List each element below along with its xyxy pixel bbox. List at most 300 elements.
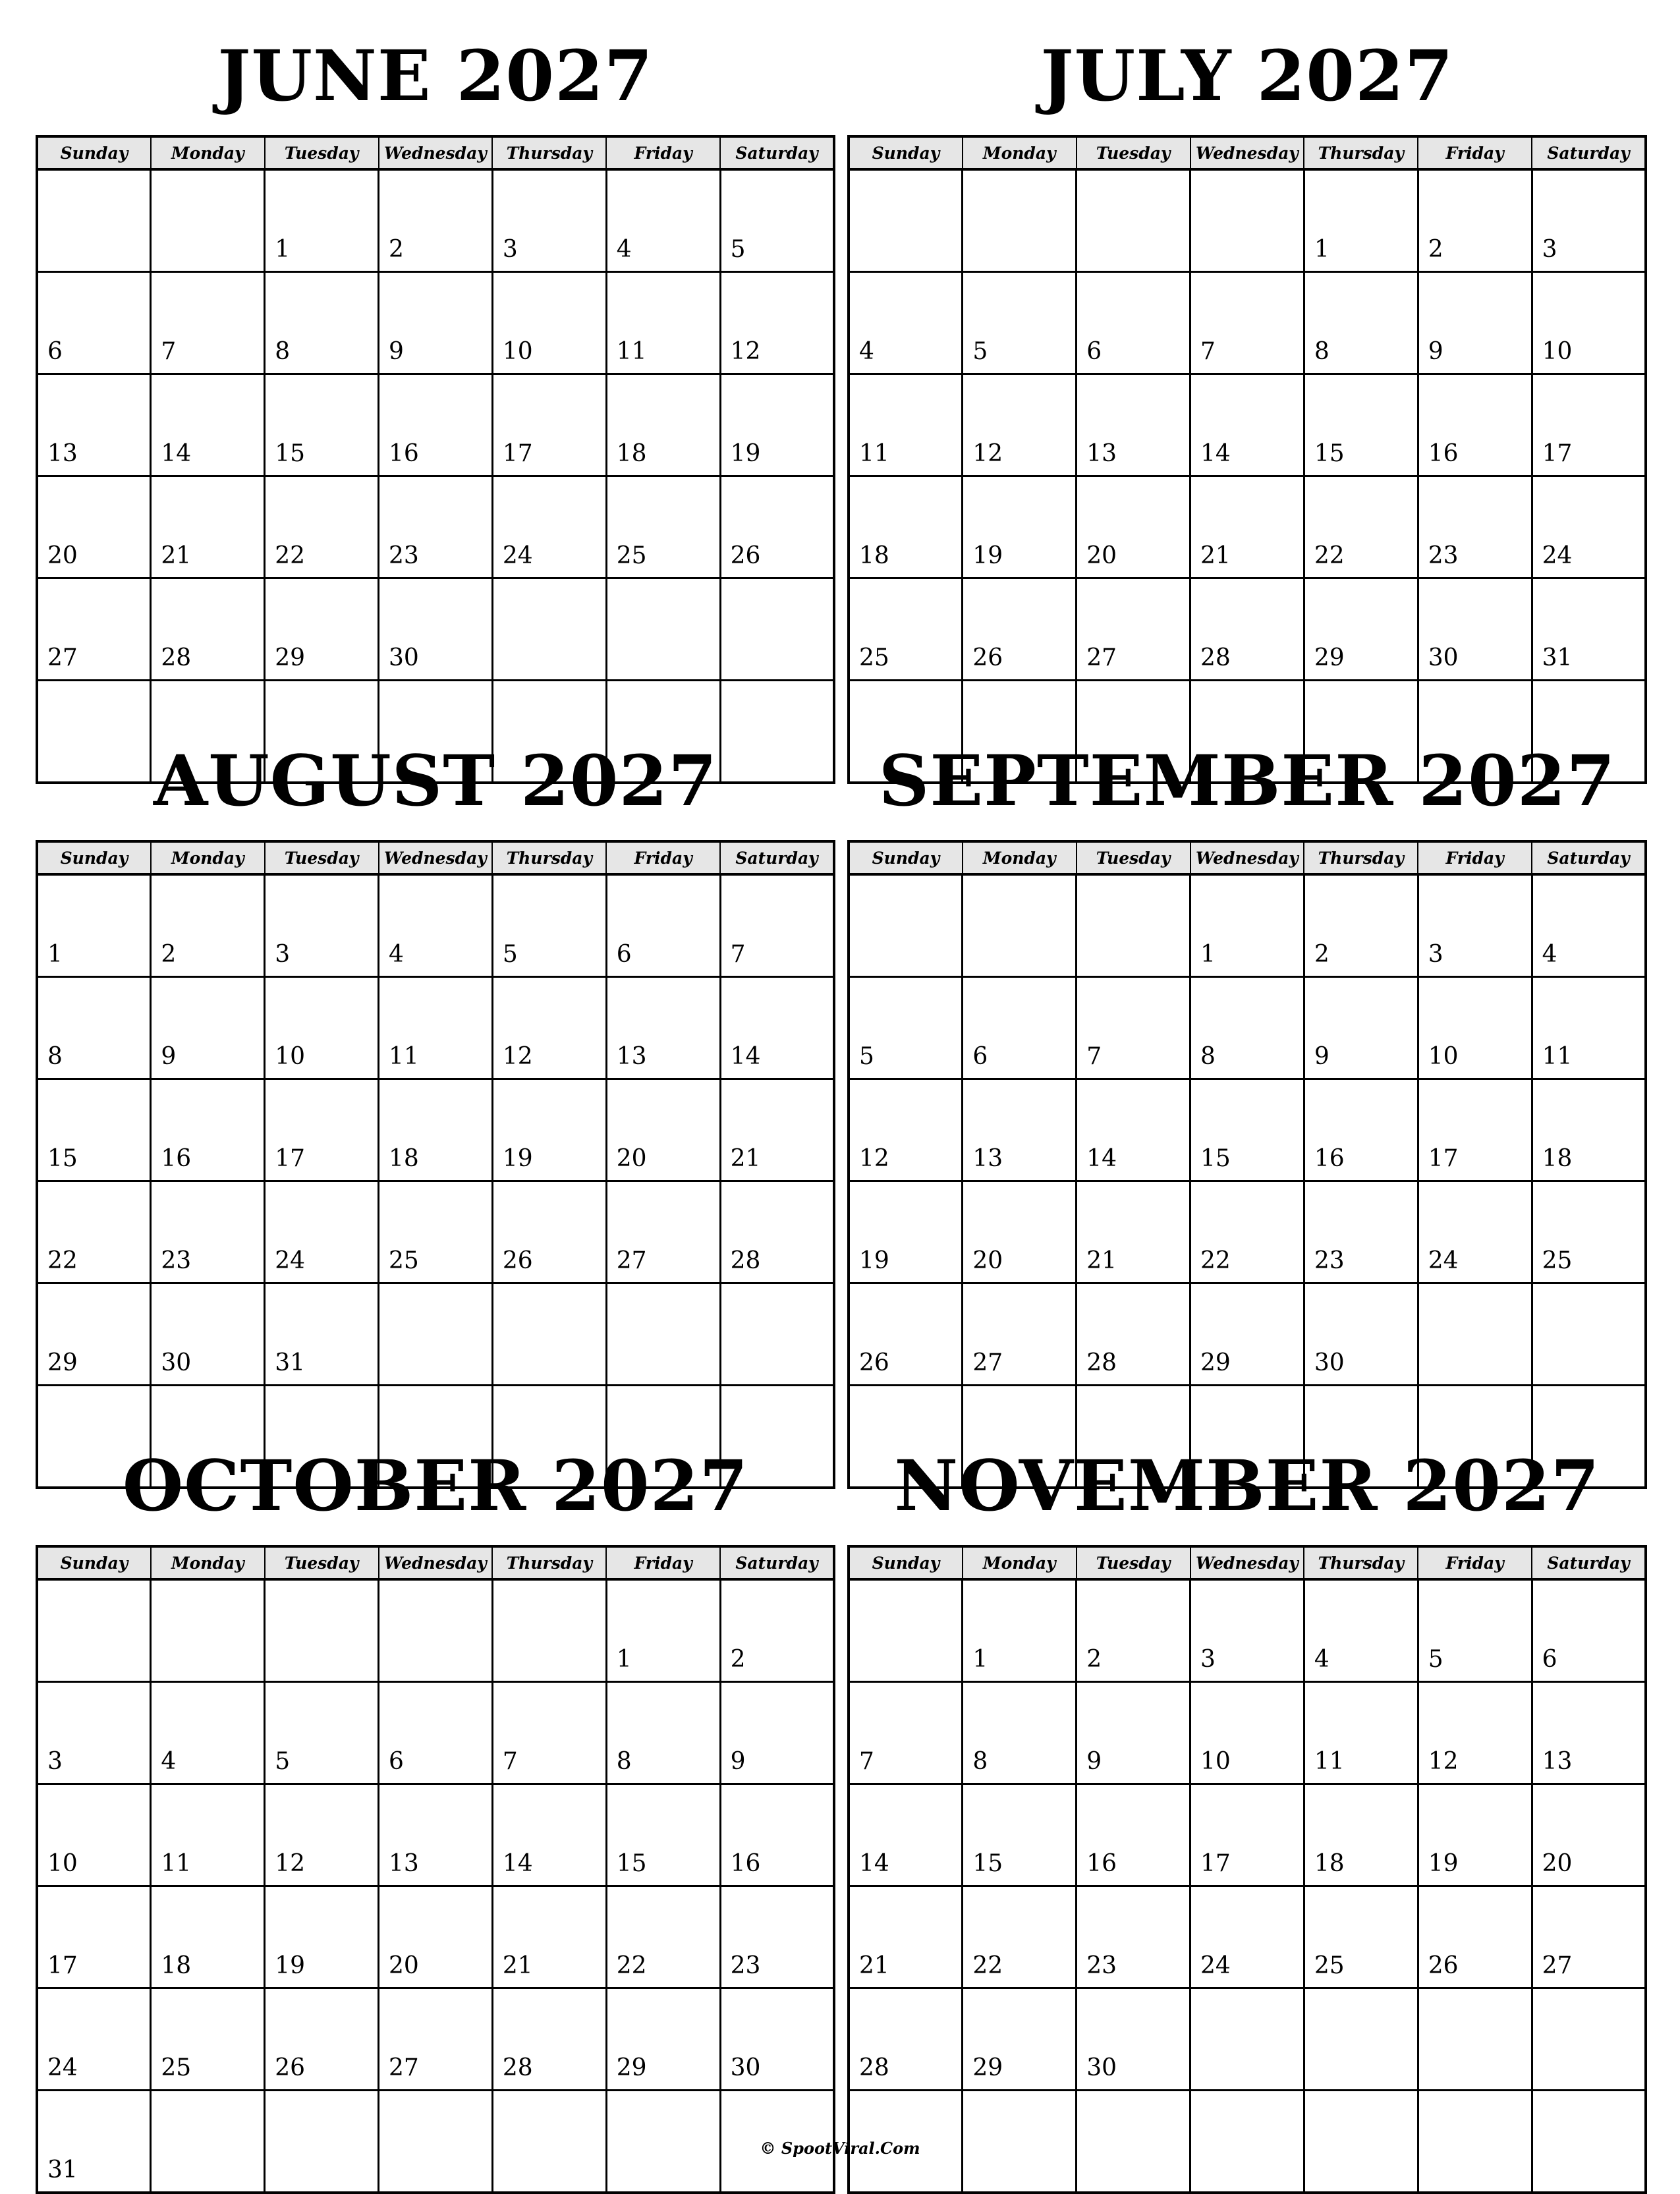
- weekday-header: Friday: [1418, 1546, 1532, 1579]
- day-cell: 17: [1418, 1079, 1532, 1181]
- day-cell: [849, 169, 963, 272]
- day-cell: 15: [1304, 374, 1418, 476]
- weekday-header: Sunday: [849, 1546, 963, 1579]
- day-cell: 4: [151, 1682, 265, 1784]
- day-cell: 27: [37, 578, 151, 681]
- day-cell: 11: [151, 1784, 265, 1886]
- week-row: [37, 578, 834, 681]
- weekday-header: Wednesday: [379, 841, 493, 874]
- day-cell: [492, 1579, 606, 1682]
- week-row: [849, 476, 1646, 578]
- day-cell: 27: [606, 1181, 720, 1283]
- day-cell: 30: [379, 578, 493, 681]
- weekday-header: Monday: [151, 841, 265, 874]
- week-row: [37, 1988, 834, 2091]
- day-cell: 16: [1418, 374, 1532, 476]
- day-cell: 24: [37, 1988, 151, 2091]
- day-cell: 6: [1532, 1579, 1646, 1682]
- day-cell: 3: [1418, 874, 1532, 977]
- week-row: [37, 1079, 834, 1181]
- day-cell: 5: [849, 977, 963, 1079]
- day-cell: 21: [492, 1886, 606, 1988]
- month-september: [847, 721, 1647, 1489]
- month-title: JULY 2027: [1040, 34, 1454, 117]
- week-row: [37, 374, 834, 476]
- day-cell: [151, 1579, 265, 1682]
- week-row: [37, 977, 834, 1079]
- day-cell: 15: [37, 1079, 151, 1181]
- weekday-header: Wednesday: [1190, 841, 1304, 874]
- weekday-header: Tuesday: [1077, 1546, 1190, 1579]
- weekday-header: Saturday: [720, 1546, 834, 1579]
- day-cell: 23: [720, 1886, 834, 1988]
- day-cell: 12: [492, 977, 606, 1079]
- month-july: [847, 16, 1647, 784]
- day-cell: [1418, 1283, 1532, 1386]
- day-cell: 4: [379, 874, 493, 977]
- day-cell: 18: [849, 476, 963, 578]
- day-cell: 24: [265, 1181, 379, 1283]
- day-cell: 1: [963, 1579, 1077, 1682]
- weekday-header: Monday: [963, 841, 1077, 874]
- day-cell: 18: [606, 374, 720, 476]
- day-cell: 13: [37, 374, 151, 476]
- week-row: [849, 1988, 1646, 2091]
- day-cell: [1077, 169, 1190, 272]
- day-cell: 23: [379, 476, 493, 578]
- day-cell: 23: [151, 1181, 265, 1283]
- day-cell: 18: [379, 1079, 493, 1181]
- day-cell: 17: [1190, 1784, 1304, 1886]
- week-row: [849, 1079, 1646, 1181]
- month-title: SEPTEMBER 2027: [878, 739, 1616, 822]
- day-cell: 16: [1304, 1079, 1418, 1181]
- day-cell: 10: [1532, 272, 1646, 374]
- weekday-header: Tuesday: [1077, 136, 1190, 169]
- week-row: [849, 1181, 1646, 1283]
- day-cell: 26: [1418, 1886, 1532, 1988]
- weekday-header: Tuesday: [265, 136, 379, 169]
- day-cell: [379, 1579, 493, 1682]
- day-cell: 28: [151, 578, 265, 681]
- day-cell: [606, 578, 720, 681]
- day-cell: 1: [606, 1579, 720, 1682]
- day-cell: 5: [492, 874, 606, 977]
- day-cell: 10: [1190, 1682, 1304, 1784]
- weekday-header: Wednesday: [1190, 1546, 1304, 1579]
- week-row: [37, 169, 834, 272]
- day-cell: [492, 1283, 606, 1386]
- calendar-grid: [847, 135, 1647, 784]
- day-cell: 24: [492, 476, 606, 578]
- weekday-header: Saturday: [720, 841, 834, 874]
- weekday-header: Saturday: [720, 136, 834, 169]
- day-cell: 30: [720, 1988, 834, 2091]
- day-cell: 18: [1304, 1784, 1418, 1886]
- day-cell: 26: [492, 1181, 606, 1283]
- day-cell: 20: [37, 476, 151, 578]
- day-cell: 5: [1418, 1579, 1532, 1682]
- weekday-header: Wednesday: [379, 1546, 493, 1579]
- calendar-grid: [36, 1545, 835, 2194]
- day-cell: 2: [379, 169, 493, 272]
- weekday-header: Thursday: [492, 136, 606, 169]
- day-cell: 17: [37, 1886, 151, 1988]
- day-cell: 12: [963, 374, 1077, 476]
- day-cell: 23: [1418, 476, 1532, 578]
- day-cell: 10: [265, 977, 379, 1079]
- day-cell: [1077, 874, 1190, 977]
- weekday-header: Friday: [606, 136, 720, 169]
- weekday-header: Wednesday: [379, 136, 493, 169]
- day-cell: 26: [849, 1283, 963, 1386]
- day-cell: 21: [1190, 476, 1304, 578]
- day-cell: 7: [492, 1682, 606, 1784]
- day-cell: [492, 578, 606, 681]
- day-cell: 16: [1077, 1784, 1190, 1886]
- weekday-header: Saturday: [1532, 136, 1646, 169]
- day-cell: 24: [1532, 476, 1646, 578]
- day-cell: 22: [1304, 476, 1418, 578]
- day-cell: 5: [265, 1682, 379, 1784]
- weekday-header: Sunday: [849, 841, 963, 874]
- weekday-header-row: [37, 841, 834, 874]
- day-cell: 20: [1077, 476, 1190, 578]
- day-cell: 28: [1077, 1283, 1190, 1386]
- weekday-header: Monday: [151, 1546, 265, 1579]
- day-cell: [1418, 1988, 1532, 2091]
- day-cell: 25: [379, 1181, 493, 1283]
- day-cell: 26: [265, 1988, 379, 2091]
- calendar-grid: [36, 840, 835, 1489]
- day-cell: 7: [849, 1682, 963, 1784]
- weekday-header: Friday: [606, 1546, 720, 1579]
- day-cell: [963, 169, 1077, 272]
- day-cell: 15: [1190, 1079, 1304, 1181]
- weekday-header: Sunday: [849, 136, 963, 169]
- day-cell: 30: [1077, 1988, 1190, 2091]
- day-cell: 27: [963, 1283, 1077, 1386]
- weekday-header-row: [849, 136, 1646, 169]
- day-cell: 6: [963, 977, 1077, 1079]
- weekday-header: Monday: [963, 136, 1077, 169]
- day-cell: [1532, 1283, 1646, 1386]
- day-cell: 7: [1190, 272, 1304, 374]
- day-cell: 7: [1077, 977, 1190, 1079]
- day-cell: 1: [37, 874, 151, 977]
- day-cell: 20: [606, 1079, 720, 1181]
- day-cell: 4: [1532, 874, 1646, 977]
- day-cell: 22: [606, 1886, 720, 1988]
- weekday-header: Thursday: [492, 841, 606, 874]
- day-cell: 13: [379, 1784, 493, 1886]
- day-cell: 3: [492, 169, 606, 272]
- week-row: [37, 1784, 834, 1886]
- day-cell: 25: [151, 1988, 265, 2091]
- day-cell: 22: [963, 1886, 1077, 1988]
- weekday-header: Tuesday: [1077, 841, 1190, 874]
- day-cell: 23: [1077, 1886, 1190, 1988]
- weekday-header: Thursday: [1304, 841, 1418, 874]
- day-cell: 5: [963, 272, 1077, 374]
- day-cell: 27: [1532, 1886, 1646, 1988]
- weekday-header: Sunday: [37, 841, 151, 874]
- day-cell: 26: [963, 578, 1077, 681]
- weekday-header: Saturday: [1532, 841, 1646, 874]
- day-cell: [720, 1283, 834, 1386]
- day-cell: 24: [1190, 1886, 1304, 1988]
- weekday-header: Tuesday: [265, 1546, 379, 1579]
- day-cell: 17: [1532, 374, 1646, 476]
- day-cell: 15: [606, 1784, 720, 1886]
- day-cell: [849, 1579, 963, 1682]
- day-cell: 5: [720, 169, 834, 272]
- day-cell: 13: [1077, 374, 1190, 476]
- day-cell: 6: [379, 1682, 493, 1784]
- day-cell: 17: [265, 1079, 379, 1181]
- day-cell: 12: [1418, 1682, 1532, 1784]
- day-cell: [1190, 169, 1304, 272]
- day-cell: 15: [963, 1784, 1077, 1886]
- month-june: [36, 16, 835, 784]
- week-row: [37, 272, 834, 374]
- day-cell: 6: [1077, 272, 1190, 374]
- day-cell: 21: [720, 1079, 834, 1181]
- weekday-header: Thursday: [1304, 136, 1418, 169]
- day-cell: 20: [1532, 1784, 1646, 1886]
- day-cell: 28: [1190, 578, 1304, 681]
- week-row: [849, 1283, 1646, 1386]
- day-cell: 14: [1190, 374, 1304, 476]
- day-cell: 26: [720, 476, 834, 578]
- day-cell: 13: [606, 977, 720, 1079]
- calendar-grid: [847, 1545, 1647, 2194]
- day-cell: 13: [963, 1079, 1077, 1181]
- weekday-header: Wednesday: [1190, 136, 1304, 169]
- day-cell: 9: [379, 272, 493, 374]
- day-cell: 7: [151, 272, 265, 374]
- month-title: OCTOBER 2027: [122, 1444, 749, 1527]
- day-cell: [379, 1283, 493, 1386]
- day-cell: 4: [849, 272, 963, 374]
- day-cell: [1532, 1988, 1646, 2091]
- week-row: [849, 1886, 1646, 1988]
- day-cell: 16: [151, 1079, 265, 1181]
- week-row: [37, 1283, 834, 1386]
- day-cell: 19: [265, 1886, 379, 1988]
- day-cell: 19: [849, 1181, 963, 1283]
- day-cell: 11: [606, 272, 720, 374]
- weekday-header-row: [849, 841, 1646, 874]
- day-cell: 3: [37, 1682, 151, 1784]
- day-cell: 29: [265, 578, 379, 681]
- day-cell: 20: [963, 1181, 1077, 1283]
- month-title: AUGUST 2027: [154, 739, 717, 822]
- day-cell: [963, 874, 1077, 977]
- day-cell: [37, 169, 151, 272]
- month-title: NOVEMBER 2027: [894, 1444, 1600, 1527]
- day-cell: 8: [1190, 977, 1304, 1079]
- day-cell: 8: [1304, 272, 1418, 374]
- day-cell: 14: [720, 977, 834, 1079]
- week-row: [849, 578, 1646, 681]
- day-cell: 18: [151, 1886, 265, 1988]
- weekday-header: Tuesday: [265, 841, 379, 874]
- day-cell: 1: [1304, 169, 1418, 272]
- day-cell: 19: [1418, 1784, 1532, 1886]
- week-row: [849, 272, 1646, 374]
- day-cell: 11: [849, 374, 963, 476]
- weekday-header: Saturday: [1532, 1546, 1646, 1579]
- day-cell: 3: [265, 874, 379, 977]
- day-cell: 9: [1418, 272, 1532, 374]
- weekday-header: Friday: [1418, 136, 1532, 169]
- day-cell: 4: [1304, 1579, 1418, 1682]
- day-cell: 9: [1077, 1682, 1190, 1784]
- day-cell: 29: [963, 1988, 1077, 2091]
- day-cell: 22: [37, 1181, 151, 1283]
- calendar-grid: [36, 135, 835, 784]
- day-cell: 29: [1304, 578, 1418, 681]
- day-cell: 16: [379, 374, 493, 476]
- day-cell: 2: [720, 1579, 834, 1682]
- month-august: [36, 721, 835, 1489]
- day-cell: 21: [849, 1886, 963, 1988]
- day-cell: 19: [492, 1079, 606, 1181]
- day-cell: 14: [849, 1784, 963, 1886]
- weekday-header: Thursday: [1304, 1546, 1418, 1579]
- day-cell: 13: [1532, 1682, 1646, 1784]
- week-row: [37, 1682, 834, 1784]
- day-cell: 25: [1304, 1886, 1418, 1988]
- day-cell: [606, 1283, 720, 1386]
- day-cell: 2: [1077, 1579, 1190, 1682]
- day-cell: 10: [37, 1784, 151, 1886]
- day-cell: [1190, 1988, 1304, 2091]
- day-cell: 4: [606, 169, 720, 272]
- day-cell: 28: [849, 1988, 963, 2091]
- day-cell: 2: [1304, 874, 1418, 977]
- weekday-header-row: [849, 1546, 1646, 1579]
- day-cell: 28: [720, 1181, 834, 1283]
- day-cell: 29: [1190, 1283, 1304, 1386]
- day-cell: 31: [265, 1283, 379, 1386]
- day-cell: 20: [379, 1886, 493, 1988]
- day-cell: [849, 874, 963, 977]
- week-row: [849, 169, 1646, 272]
- day-cell: 11: [379, 977, 493, 1079]
- day-cell: 16: [720, 1784, 834, 1886]
- day-cell: [265, 1579, 379, 1682]
- day-cell: 12: [849, 1079, 963, 1181]
- day-cell: [720, 578, 834, 681]
- weekday-header: Friday: [606, 841, 720, 874]
- weekday-header: Thursday: [492, 1546, 606, 1579]
- day-cell: 23: [1304, 1181, 1418, 1283]
- day-cell: [1304, 1988, 1418, 2091]
- weekday-header-row: [37, 1546, 834, 1579]
- day-cell: 11: [1532, 977, 1646, 1079]
- calendar-grid: [847, 840, 1647, 1489]
- day-cell: 19: [720, 374, 834, 476]
- day-cell: 9: [1304, 977, 1418, 1079]
- day-cell: 29: [37, 1283, 151, 1386]
- week-row: [37, 1181, 834, 1283]
- day-cell: 10: [1418, 977, 1532, 1079]
- day-cell: 7: [720, 874, 834, 977]
- day-cell: 31: [1532, 578, 1646, 681]
- day-cell: 9: [151, 977, 265, 1079]
- day-cell: 28: [492, 1988, 606, 2091]
- week-row: [849, 977, 1646, 1079]
- day-cell: 6: [606, 874, 720, 977]
- day-cell: 8: [606, 1682, 720, 1784]
- day-cell: 12: [265, 1784, 379, 1886]
- day-cell: 14: [151, 374, 265, 476]
- day-cell: 31: [37, 2091, 151, 2193]
- day-cell: 3: [1532, 169, 1646, 272]
- day-cell: 29: [606, 1988, 720, 2091]
- day-cell: 19: [963, 476, 1077, 578]
- day-cell: 8: [963, 1682, 1077, 1784]
- day-cell: 14: [1077, 1079, 1190, 1181]
- day-cell: 25: [606, 476, 720, 578]
- day-cell: 11: [1304, 1682, 1418, 1784]
- day-cell: 22: [1190, 1181, 1304, 1283]
- week-row: [849, 1579, 1646, 1682]
- month-title: JUNE 2027: [217, 34, 654, 117]
- day-cell: 21: [1077, 1181, 1190, 1283]
- day-cell: 10: [492, 272, 606, 374]
- month-october: [36, 1426, 835, 2194]
- day-cell: 30: [1418, 578, 1532, 681]
- week-row: [849, 374, 1646, 476]
- day-cell: 8: [37, 977, 151, 1079]
- day-cell: 3: [1190, 1579, 1304, 1682]
- day-cell: 24: [1418, 1181, 1532, 1283]
- day-cell: 12: [720, 272, 834, 374]
- day-cell: 6: [37, 272, 151, 374]
- day-cell: [37, 1579, 151, 1682]
- week-row: [37, 1886, 834, 1988]
- day-cell: 14: [492, 1784, 606, 1886]
- day-cell: 30: [1304, 1283, 1418, 1386]
- weekday-header-row: [37, 136, 834, 169]
- day-cell: 2: [1418, 169, 1532, 272]
- month-november: [847, 1426, 1647, 2194]
- weekday-header: Monday: [151, 136, 265, 169]
- copyright-footer: © SpootViral.Com: [760, 2139, 920, 2158]
- day-cell: 25: [849, 578, 963, 681]
- day-cell: 25: [1532, 1181, 1646, 1283]
- weekday-header: Sunday: [37, 1546, 151, 1579]
- day-cell: 2: [151, 874, 265, 977]
- week-row: [37, 874, 834, 977]
- day-cell: 1: [265, 169, 379, 272]
- weekday-header: Sunday: [37, 136, 151, 169]
- day-cell: 27: [1077, 578, 1190, 681]
- week-row: [849, 874, 1646, 977]
- week-row: [37, 1579, 834, 1682]
- week-row: [849, 1682, 1646, 1784]
- day-cell: 30: [151, 1283, 265, 1386]
- day-cell: 18: [1532, 1079, 1646, 1181]
- day-cell: [151, 169, 265, 272]
- weekday-header: Monday: [963, 1546, 1077, 1579]
- weekday-header: Friday: [1418, 841, 1532, 874]
- day-cell: 17: [492, 374, 606, 476]
- day-cell: 15: [265, 374, 379, 476]
